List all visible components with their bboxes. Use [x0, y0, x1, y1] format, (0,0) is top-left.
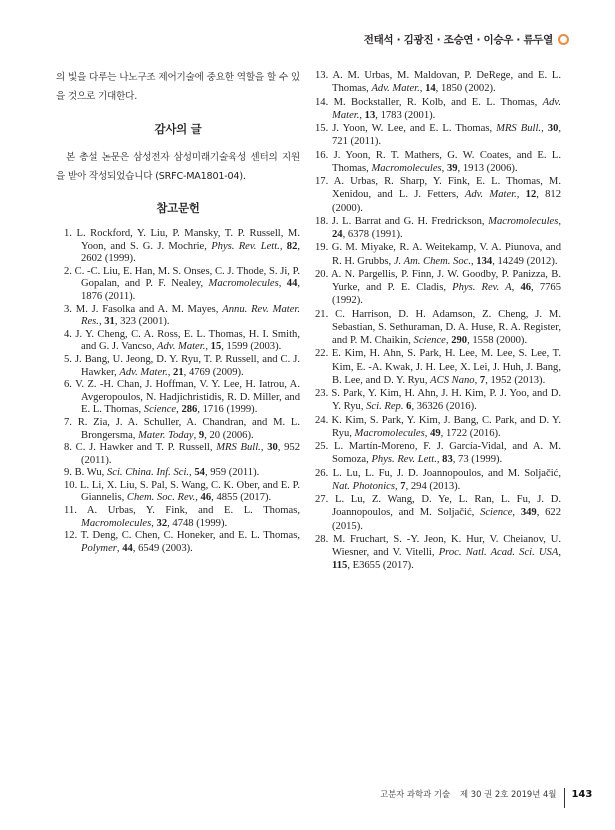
- reference-item: [315, 308, 561, 348]
- reference-details: , 1716 (1999).: [197, 404, 258, 416]
- reference-journal: Adv. Mater.: [119, 366, 168, 378]
- reference-number: 23.: [315, 388, 329, 399]
- reference-authors: K. Kim, S. Park, Y. Kim, J. Bang, C. Park, and D. Y. Ryu,: [331, 414, 561, 439]
- reference-details: , 1913 (2006).: [457, 162, 518, 174]
- reference-journal: Macromolecules: [488, 215, 559, 227]
- reference-details: , 721 (2011).: [332, 123, 562, 148]
- reference-details: , 812 (2000).: [332, 189, 562, 214]
- reference-journal: Science: [413, 335, 446, 346]
- reference-item: [64, 505, 300, 530]
- reference-separator: ,: [359, 109, 365, 121]
- reference-item: [315, 122, 561, 149]
- reference-separator: ,: [278, 278, 287, 290]
- reference-volume: 30: [267, 442, 278, 454]
- reference-details: , 4769 (2009).: [183, 366, 244, 378]
- reference-item: [315, 69, 561, 96]
- reference-separator: ,: [195, 492, 201, 504]
- reference-item: [315, 467, 561, 494]
- reference-authors: A. Urbas, R. Sharp, Y. Fink, E. L. Thomas, M. Xenidou, and L. J. Fetters,: [332, 176, 561, 201]
- reference-separator: ,: [167, 366, 174, 378]
- right-column: [315, 69, 561, 573]
- reference-details: , 6378 (1991).: [342, 229, 403, 240]
- reference-item: [64, 266, 300, 304]
- reference-number: 7.: [64, 416, 72, 428]
- reference-journal: Annu. Rev. Mater. Res.: [81, 303, 300, 328]
- reference-item: [64, 480, 300, 505]
- reference-authors: C. -C. Liu, E. Han, M. S. Onses, C. J. Thode, S. Ji, P. Gopalan, and P. F. Nealey,: [74, 265, 300, 290]
- reference-authors: M. Fruchart, S. -Y. Jeon, K. Hur, V. Cheianov, U. Wiesner, and V. Vitelli,: [332, 533, 562, 558]
- reference-number: 8.: [64, 442, 72, 454]
- reference-journal: J. Am. Chem. Soc.: [393, 255, 471, 267]
- reference-separator: ,: [176, 404, 182, 416]
- reference-separator: ,: [558, 547, 561, 558]
- reference-separator: ,: [193, 429, 199, 441]
- reference-separator: ,: [419, 83, 426, 95]
- reference-number: 13.: [315, 70, 329, 81]
- reference-journal: MRS Bull.: [216, 442, 261, 454]
- reference-item: [315, 533, 561, 573]
- reference-authors: M. J. Fasolka and A. M. Mayes,: [75, 303, 223, 315]
- reference-separator: ,: [541, 123, 548, 134]
- reference-separator: ,: [511, 282, 521, 293]
- reference-details: , 7765 (1992).: [332, 282, 561, 307]
- footer-issue: 제 30 권 2호 2019년 4월: [460, 789, 557, 799]
- reference-volume: 24: [332, 229, 343, 240]
- reference-journal: Phys. Rev. Lett.: [211, 240, 280, 252]
- reference-list-right: [315, 69, 561, 573]
- reference-item: [64, 467, 300, 480]
- reference-number: 14.: [315, 96, 329, 108]
- reference-item: [64, 329, 300, 354]
- reference-authors: L. Li, X. Liu, S. Pal, S. Wang, C. K. Ober, and E. P. Giannelis,: [80, 479, 300, 504]
- reference-volume: 44: [286, 278, 298, 290]
- reference-authors: J. L. Barrat and G. H. Fredrickson,: [331, 215, 489, 227]
- reference-authors: J. Yoon, R. T. Mathers, G. W. Coates, and E. L. Thomas,: [332, 149, 561, 174]
- reference-separator: ,: [205, 341, 211, 353]
- reference-item: [315, 175, 561, 215]
- reference-journal: Nat. Photonics: [332, 480, 395, 492]
- body-text-block: [56, 68, 300, 106]
- reference-separator: ,: [436, 454, 443, 466]
- body-paragraph: 의 빛을 다루는 나노구조 제어기술에 중요한 역할을 할 수 있을 것으로 기대한다.: [56, 72, 300, 102]
- reference-volume: 15: [210, 341, 222, 353]
- reference-journal: Mater. Today: [138, 429, 194, 441]
- reference-journal: Polymer: [81, 542, 117, 554]
- reference-journal: MRS Bull.: [496, 123, 542, 134]
- reference-number: 24.: [315, 414, 329, 426]
- reference-number: 20.: [315, 268, 329, 280]
- reference-number: 3.: [64, 303, 72, 315]
- reference-separator: ,: [279, 240, 287, 252]
- reference-number: 21.: [315, 308, 329, 320]
- page-number: 143: [571, 788, 593, 800]
- reference-details: , 20 (2006).: [204, 429, 254, 441]
- reference-authors: M. Bockstaller, R. Kolb, and E. L. Thomas,: [333, 96, 543, 108]
- reference-authors: L. Lu, Z. Wang, D. Ye, L. Ran, L. Fu, J. D. Joannopoulos, and M. Soljačić,: [332, 494, 561, 519]
- reference-details: , 1952 (2013).: [485, 374, 546, 386]
- reference-volume: 46: [520, 282, 532, 293]
- reference-number: 6.: [64, 379, 72, 391]
- reference-details: , 4855 (2017).: [211, 492, 272, 504]
- reference-authors: E. Kim, H. Ahn, S. Park, H. Lee, M. Lee, S. Lee, T. Kim, E. -A. Kwak, J. H. Lee, X. Lei, J. Huh, J. Bang, B. Lee, and D. Y. Ryu,: [331, 348, 561, 386]
- reference-volume: 9: [198, 429, 205, 441]
- reference-volume: 44: [122, 542, 133, 554]
- reference-authors: V. Z. -H. Chan, J. Hoffman, V. Y. Lee, H. Iatrou, A. Avgeropoulos, N. Hadjichristidis, R. D. Miller, and E. L. Thomas,: [75, 379, 300, 416]
- reference-journal: Macromolecules: [354, 427, 425, 439]
- reference-authors: A. N. Pargellis, P. Finn, J. W. Goodby, P. Panizza, B. Yurke, and P. E. Cladis,: [331, 268, 561, 293]
- reference-number: 10.: [64, 479, 78, 491]
- reference-volume: 32: [156, 517, 168, 529]
- footer-divider: [564, 788, 565, 808]
- reference-separator: ,: [512, 507, 521, 519]
- reference-details: , 294 (2013).: [405, 480, 461, 492]
- reference-authors: J. Bang, U. Jeong, D. Y. Ryu, T. P. Russell, and C. J. Hawker,: [74, 353, 300, 378]
- reference-authors: A. Urbas, Y. Fink, and E. L. Thomas,: [86, 505, 300, 517]
- reference-authors: T. Deng, C. Chen, C. Honeker, and E. L. Thomas,: [80, 530, 300, 542]
- reference-number: 12.: [64, 530, 78, 542]
- reference-number: 22.: [315, 348, 329, 360]
- reference-journal: Sci. China. Inf. Sci.: [106, 467, 190, 479]
- reference-item: [315, 414, 561, 441]
- reference-volume: 286: [181, 404, 198, 416]
- reference-volume: 49: [430, 427, 441, 439]
- reference-details: , 6549 (2003).: [132, 542, 193, 554]
- references-heading: 참고문헌: [156, 201, 200, 215]
- reference-number: 19.: [315, 242, 329, 254]
- reference-volume: 134: [476, 255, 493, 267]
- reference-number: 17.: [315, 176, 329, 187]
- reference-volume: 46: [200, 492, 212, 504]
- reference-list-left: [56, 228, 300, 555]
- reference-authors: J. Yoon, W. Lee, and E. L. Thomas,: [332, 123, 497, 134]
- reference-number: 15.: [315, 123, 329, 134]
- reference-item: [315, 387, 561, 414]
- reference-authors: B. Wu,: [74, 467, 107, 479]
- reference-separator: ,: [116, 542, 123, 554]
- reference-number: 9.: [64, 467, 72, 479]
- reference-journal: Phys. Rev. A: [452, 282, 512, 293]
- reference-volume: 30: [547, 123, 559, 134]
- reference-details: , 323 (2001).: [114, 316, 170, 328]
- acknowledgement-heading: 감사의 글: [154, 122, 202, 136]
- reference-details: , 4748 (1999).: [167, 517, 228, 529]
- reference-item: [315, 241, 561, 268]
- reference-number: 28.: [315, 533, 329, 545]
- reference-item: [64, 379, 300, 417]
- reference-number: 16.: [315, 149, 329, 161]
- reference-item: [64, 530, 300, 555]
- acknowledgement-block: [56, 148, 300, 186]
- reference-authors: G. M. Miyake, R. A. Weitekamp, V. A. Piunova, and R. H. Grubbs,: [331, 242, 561, 267]
- reference-number: 1.: [64, 228, 72, 239]
- reference-journal: Adv. Mater.: [157, 341, 206, 353]
- reference-number: 11.: [64, 505, 77, 517]
- reference-authors: L. Martín-Moreno, F. J. García-Vidal, and A. M. Somoza,: [332, 441, 561, 466]
- reference-number: 26.: [315, 467, 329, 479]
- reference-details: , 622 (2015).: [332, 507, 562, 532]
- reference-authors: L. Lu, L. Fu, J. D. Joannopoulos, and M. Soljačić,: [332, 467, 561, 479]
- reference-item: [315, 149, 561, 176]
- reference-volume: 21: [173, 366, 184, 378]
- reference-journal: ACS Nano: [430, 374, 475, 386]
- reference-journal: Science: [480, 507, 513, 519]
- reference-details: , 1722 (2016).: [440, 427, 501, 439]
- reference-separator: ,: [471, 255, 477, 267]
- reference-journal: Adv. Mater.: [332, 96, 561, 121]
- reference-journal: Macromolecules: [81, 517, 152, 529]
- reference-item: [315, 268, 561, 308]
- reference-details: , 73 (1999).: [452, 454, 503, 466]
- reference-item: [64, 228, 300, 266]
- reference-details: , 14249 (2012).: [492, 255, 558, 267]
- reference-item: [315, 493, 561, 533]
- reference-item: [315, 96, 561, 123]
- reference-authors: S. Park, Y. Kim, H. Ahn, J. H. Kim, P. J. Yoo, and D. Y. Ryu,: [331, 388, 562, 413]
- reference-authors: C. Harrison, D. H. Adamson, Z. Cheng, J. M. Sebastian, S. Sethuraman, D. A. Huse, R. A. Register, and P. M. Chaikin,: [332, 308, 561, 346]
- reference-volume: 82: [286, 240, 298, 252]
- ring-icon: [558, 34, 569, 45]
- reference-volume: 13: [364, 109, 376, 121]
- reference-volume: 290: [451, 335, 468, 346]
- reference-authors: R. Zia, J. A. Schuller, A. Chandran, and M. L. Brongersma,: [77, 416, 301, 441]
- reference-volume: 7: [479, 374, 486, 386]
- header-authors: 전태석 · 김광진 · 조승연 · 이승우 · 류두열: [363, 34, 553, 46]
- reference-separator: ,: [260, 442, 268, 454]
- reference-journal: Proc. Natl. Acad. Sci. USA: [438, 547, 559, 558]
- reference-details: , E3655 (2017).: [347, 560, 414, 572]
- reference-volume: 6: [406, 401, 412, 413]
- acknowledgement-text: 본 총설 논문은 삼성전자 삼성미래기술육성 센터의 지원을 받아 작성되었습니다 (SRFC-MA1801-04).: [56, 152, 300, 182]
- reference-details: , 1558 (2000).: [467, 335, 528, 346]
- reference-item: [64, 354, 300, 379]
- reference-details: , 1876 (2011).: [81, 278, 301, 302]
- reference-details: , 36326 (2016).: [411, 401, 477, 413]
- reference-item: [64, 417, 300, 442]
- reference-volume: 7: [400, 480, 406, 492]
- reference-volume: 14: [425, 83, 436, 95]
- reference-details: , 1850 (2002).: [435, 83, 496, 95]
- reference-number: 2.: [64, 265, 72, 277]
- reference-authors: L. Rockford, Y. Liu, P. Mansky, T. P. Russell, M. Yoon, and S. G. J. Mochrie,: [76, 228, 300, 252]
- reference-separator: ,: [445, 335, 452, 346]
- reference-details: , 2602 (1999).: [81, 240, 301, 265]
- reference-separator: ,: [424, 427, 431, 439]
- reference-details: , 1599 (2003).: [221, 341, 282, 353]
- reference-volume: 39: [446, 162, 458, 174]
- reference-volume: 115: [332, 560, 348, 572]
- left-column: [56, 68, 300, 555]
- reference-authors: J. Y. Cheng, C. A. Ross, E. L. Thomas, H. I. Smith, and G. J. Vancso,: [75, 328, 300, 353]
- reference-separator: ,: [558, 215, 561, 227]
- reference-authors: A. M. Urbas, M. Maldovan, P. DeRege, and E. L. Thomas,: [332, 70, 561, 95]
- reference-journal: Macromolecules: [208, 278, 279, 290]
- reference-separator: ,: [98, 316, 105, 328]
- reference-item: [64, 304, 300, 329]
- reference-item: [315, 347, 561, 387]
- reference-details: , 959 (2011).: [204, 467, 260, 479]
- reference-separator: ,: [394, 480, 401, 492]
- reference-number: 4.: [64, 328, 72, 340]
- reference-separator: ,: [151, 517, 157, 529]
- reference-separator: ,: [441, 162, 447, 174]
- reference-journal: Macromolecules: [371, 162, 442, 174]
- reference-number: 5.: [64, 353, 72, 365]
- page-footer: [380, 784, 592, 804]
- reference-volume: 31: [104, 316, 115, 328]
- reference-number: 25.: [315, 441, 329, 452]
- reference-details: , 1783 (2001).: [375, 109, 436, 121]
- reference-journal: Adv. Mater.: [464, 189, 517, 201]
- reference-details: , 952 (2011).: [81, 442, 301, 466]
- reference-volume: 83: [442, 454, 453, 466]
- reference-item: [64, 442, 300, 467]
- reference-separator: ,: [516, 189, 526, 201]
- running-header: [364, 32, 569, 47]
- reference-journal: Sci. Rep.: [366, 401, 404, 413]
- reference-separator: ,: [189, 467, 195, 479]
- reference-number: 27.: [315, 494, 329, 505]
- reference-volume: 12: [525, 189, 537, 201]
- reference-item: [315, 440, 561, 467]
- reference-volume: 54: [194, 467, 205, 479]
- footer-journal: 고분자 과학과 기술: [380, 789, 451, 799]
- reference-item: [315, 215, 561, 242]
- reference-journal: Science: [143, 404, 177, 416]
- reference-journal: Phys. Rev. Lett.: [371, 454, 437, 466]
- reference-journal: Adv. Mater.: [371, 83, 420, 95]
- reference-number: 18.: [315, 215, 329, 227]
- reference-volume: 349: [520, 507, 537, 519]
- reference-separator: ,: [474, 374, 480, 386]
- reference-authors: C. J. Hawker and T. P. Russell,: [75, 442, 217, 454]
- reference-journal: Chem. Soc. Rev.: [126, 492, 196, 504]
